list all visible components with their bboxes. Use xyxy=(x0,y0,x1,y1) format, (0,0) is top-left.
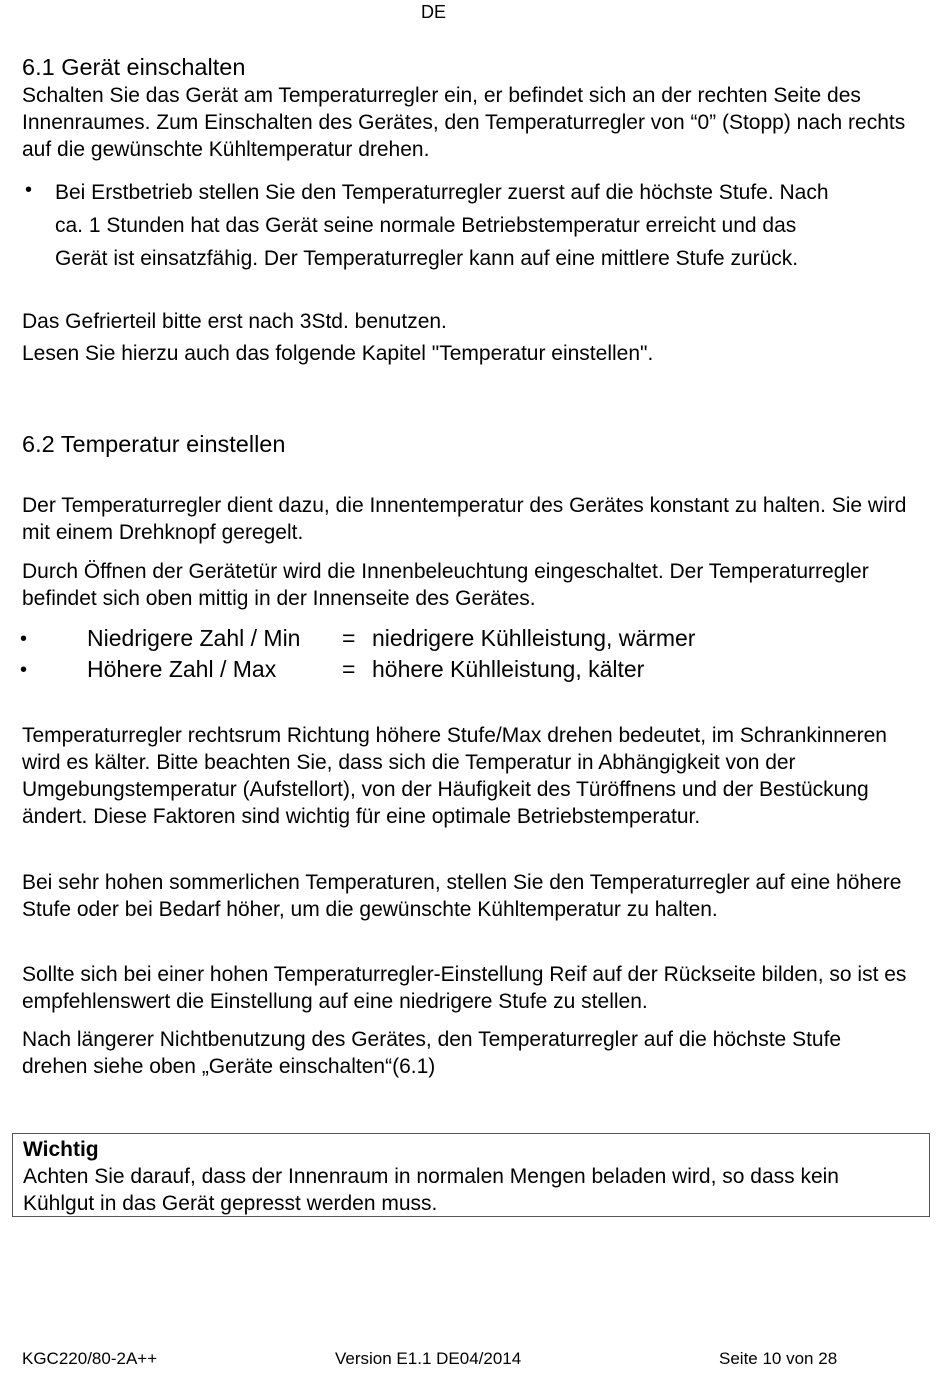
section-6-2-para3: Temperaturregler rechtsrum Richtung höhere Stufe/Max drehen bedeutet, im Schrankinneren wird es kälter. Bitte beachten Sie, dass sich die Temperatur in Abhängigkeit von der Umgebungstemperatur (Aufstellort), von der Häufigkeit des Türöffnens und der Bestückung ändert. Diese Faktoren sind wichtig für eine optimale Betriebstemperatur. xyxy=(22,724,887,828)
bullet-max-equals: = xyxy=(342,656,356,682)
section-heading-6-2: 6.2 Temperatur einstellen xyxy=(22,431,286,457)
section-6-1-intro: Schalten Sie das Gerät am Temperaturregler ein, er befindet sich an der rechten Seite des Innenraumes. Zum Einschalten des Gerätes, den Temperaturregler von “0” (Stopp) nach rechts auf die gewünschte Kühltemperatur drehen. xyxy=(22,84,906,161)
section-6-2-para2: Durch Öffnen der Gerätetür wird die Innenbeleuchtung eingeschaltet. Der Temperaturregler befindet sich oben mittig in der Innenseite des Gerätes. xyxy=(22,560,869,610)
section-6-2-para6: Nach längerer Nichtbenutzung des Gerätes, den Temperaturregler auf die höchste Stufe drehen siehe oben „Geräte einschalten“(6.1) xyxy=(22,1028,842,1078)
bullet-max-label: Höhere Zahl / Max xyxy=(87,656,277,682)
footer-page-number: Seite 10 von 28 xyxy=(719,1349,838,1368)
bullet-min-label: Niedrigere Zahl / Min xyxy=(87,625,301,651)
bullet-line: Gerät ist einsatzfähig. Der Temperaturregler kann auf eine mittlere Stufe zurück. xyxy=(55,247,799,270)
bullet-text-erstbetrieb xyxy=(55,176,829,275)
important-note-title: Wichtig xyxy=(23,1138,99,1161)
footer-version: Version E1.1 DE04/2014 xyxy=(335,1349,522,1368)
bullet-icon: • xyxy=(25,179,33,201)
important-note-text: Achten Sie darauf, dass der Innenraum in normalen Mengen beladen wird, so dass kein Kühlgut in das Gerät gepresst werden muss. xyxy=(23,1165,839,1215)
bullet-max-value: höhere Kühlleistung, kälter xyxy=(372,656,645,682)
section-6-2-para4: Bei sehr hohen sommerlichen Temperaturen, stellen Sie den Temperaturregler auf eine höhere Stufe oder bei Bedarf höher, um die gewünschte Kühltemperatur zu halten. xyxy=(22,871,902,921)
bullet-icon: • xyxy=(20,628,28,650)
bullet-line: Bei Erstbetrieb stellen Sie den Temperaturregler zuerst auf die höchste Stufe. Nach xyxy=(55,181,829,204)
bullet-line: ca. 1 Stunden hat das Gerät seine normale Betriebstemperatur erreicht und das xyxy=(55,214,797,237)
bullet-min-value: niedrigere Kühlleistung, wärmer xyxy=(372,625,696,651)
kapitel-hint: Lesen Sie hierzu auch das folgende Kapitel "Temperatur einstellen". xyxy=(22,342,654,365)
section-6-2-para5: Sollte sich bei einer hohen Temperaturregler-Einstellung Reif auf der Rückseite bilden, so ist es empfehlenswert die Einstellung auf eine niedrigere Stufe zu stellen. xyxy=(22,963,907,1013)
bullet-min-equals: = xyxy=(342,625,356,651)
section-heading-6-1: 6.1 Gerät einschalten xyxy=(22,54,246,80)
bullet-icon: • xyxy=(20,659,28,681)
page-header-lang: DE xyxy=(421,2,447,22)
section-6-2-para1: Der Temperaturregler dient dazu, die Innentemperatur des Gerätes konstant zu halten. Sie wird mit einem Drehknopf geregelt. xyxy=(22,494,907,544)
footer-model: KGC220/80-2A++ xyxy=(22,1349,158,1368)
important-note-box xyxy=(12,1133,930,1217)
gefrierteil-note: Das Gefrierteil bitte erst nach 3Std. benutzen. xyxy=(22,310,447,333)
